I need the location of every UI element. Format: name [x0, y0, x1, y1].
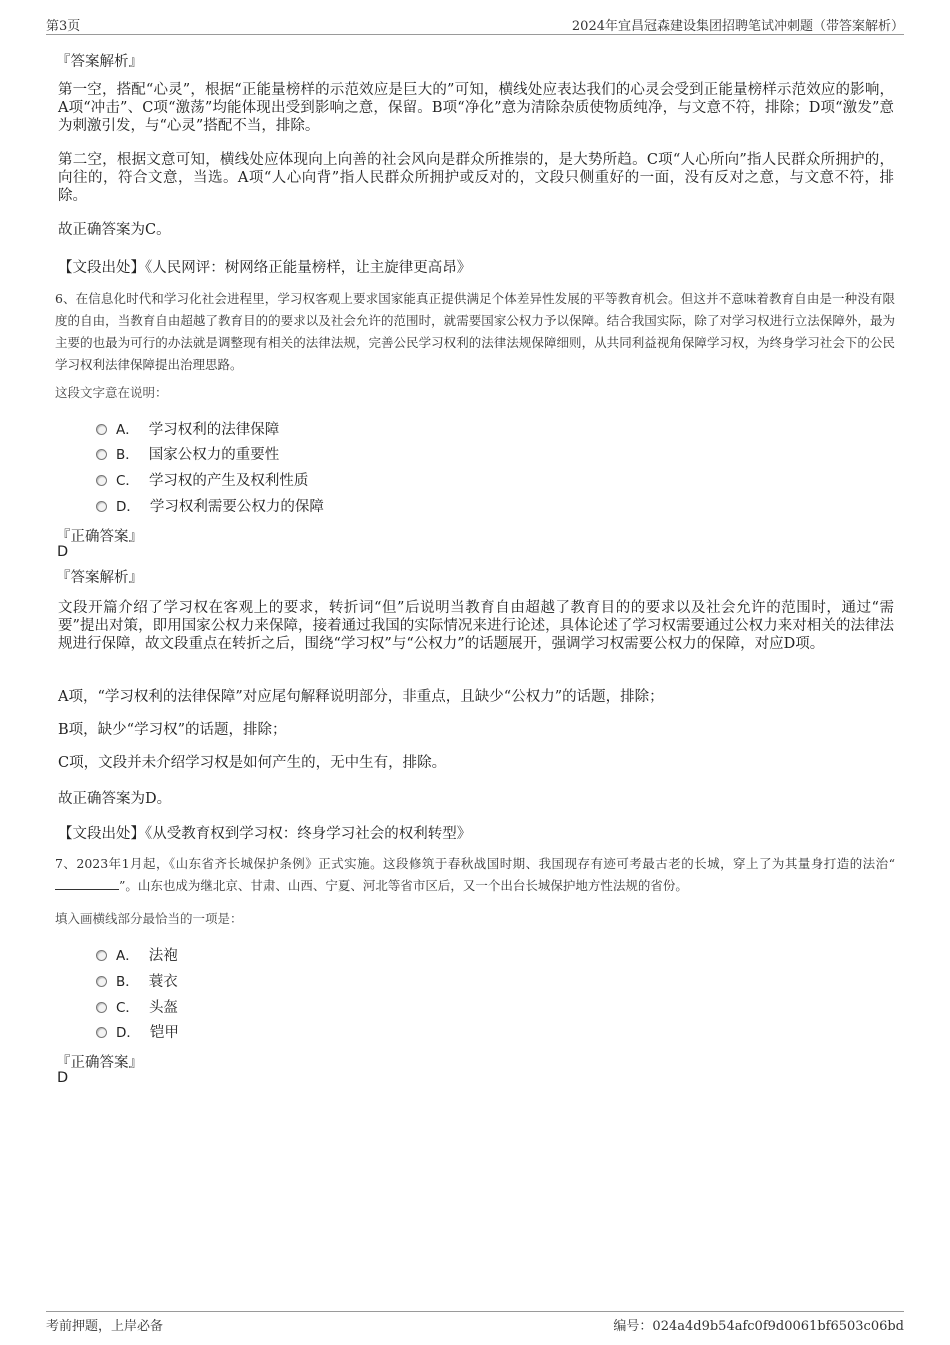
option-letter: D．	[116, 499, 140, 515]
footer-slogan: 考前押题，上岸必备	[46, 1319, 164, 1334]
option-letter: B．	[116, 974, 139, 990]
q7-prompt: 填入画横线部分最恰当的一项是：	[55, 911, 243, 926]
option-letter: C．	[116, 1000, 139, 1016]
q6-analysis-tag: 『答案解析』	[56, 570, 143, 586]
option-text: 铠甲	[149, 1024, 179, 1041]
page-header	[46, 12, 904, 35]
q7-option-d[interactable]	[96, 1020, 179, 1042]
radio-icon[interactable]	[96, 475, 107, 486]
option-text: 头盔	[148, 999, 178, 1016]
page-footer	[46, 1311, 904, 1336]
option-text: 蓑衣	[148, 973, 178, 990]
radio-icon[interactable]	[96, 976, 107, 987]
q5-conclusion: 故正确答案为C。	[58, 222, 171, 238]
q6-analysis-para-3: B项，缺少“学习权”的话题，排除；	[58, 722, 287, 738]
option-text: 学习权的产生及权利性质	[148, 472, 309, 489]
radio-icon[interactable]	[96, 424, 107, 435]
radio-icon[interactable]	[96, 1002, 107, 1013]
q6-question-text: 6、在信息化时代和学习化社会进程里，学习权客观上要求国家能真正提供满足个体差异性发展的平等教育机会。但这并不意味着教育自由是一种没有限度的自由，当教育自由超越了教育目的的要求以及社会允许的范围时，就需要国家公权力予以保障。结合我国实际，除了对学习权进行立法保障外，最为主要的也最为可行的办法就是调整现有相关的法律法规，完善公民学习权利的法律法规保障细则，从共同利益视角保障学习权，为终身学习社会下的公民学习权利法律保障提出治理思路。	[55, 291, 895, 372]
q6-option-c[interactable]	[96, 468, 308, 490]
q7-text-after: ”。山东也成为继北京、甘肃、山西、宁夏、河北等省市区后，又一个出台长城保护地方性法规的省份。	[119, 878, 688, 893]
q5-analysis-para-1: 第一空，搭配“心灵”，根据“正能量榜样的示范效应是巨大的”可知，横线处应表达我们的心灵会受到正能量榜样示范效应的影响，A项“冲击”、C项“激荡”均能体现出受到影响之意，保留。B项“净化”意为清除杂质使物质纯净，与文意不符，排除；D项“激发”意为刺激引发，与“心灵”搭配不当，排除。	[58, 82, 894, 134]
q5-analysis-para-2: 第二空，根据文意可知，横线处应体现向上向善的社会风向是群众所推崇的，是大势所趋。C项“人心所向”指人民群众所拥护的，向往的，符合文意，当选。A项“人心向背”指人民群众所拥护或反对的，文段只侧重好的一面，没有反对之意，与文意不符，排除。	[58, 152, 894, 204]
q5-analysis-tag: 『答案解析』	[56, 54, 143, 70]
q6-analysis-para-1: 文段开篇介绍了学习权在客观上的要求，转折词“但”后说明当教育自由超越了教育目的的要求以及社会允许的范围时，通过“需要”提出对策，即用国家公权力来保障，接着通过我国的实际情况来进行论述，具体论述了学习权需要通过公权力来对相关的法律法规进行保障，故文段重点在转折之后，围绕“学习权”与“公权力”的话题展开，强调学习权需要公权力的保障，对应D项。	[58, 600, 894, 652]
document-title: 2024年宜昌冠森建设集团招聘笔试冲刺题（带答案解析）	[571, 19, 904, 34]
option-text: 法袍	[148, 947, 178, 964]
fill-blank	[55, 877, 119, 890]
q6-option-b[interactable]	[96, 442, 279, 464]
radio-icon[interactable]	[96, 950, 107, 961]
q6-analysis-para-2: A项，“学习权利的法律保障”对应尾句解释说明部分，非重点，且缺少“公权力”的话题，排除；	[58, 689, 664, 705]
q7-answer-tag: 『正确答案』	[56, 1055, 143, 1071]
q6-option-a[interactable]	[96, 417, 279, 439]
option-letter: C．	[116, 473, 139, 489]
q6-option-d[interactable]	[96, 494, 324, 516]
option-letter: D．	[116, 1025, 140, 1041]
q6-answer-tag: 『正确答案』	[56, 529, 143, 545]
option-text: 学习权利的法律保障	[148, 421, 280, 438]
q7-option-a[interactable]	[96, 943, 178, 965]
radio-icon[interactable]	[96, 1027, 107, 1038]
q7-option-b[interactable]	[96, 969, 178, 991]
radio-icon[interactable]	[96, 449, 107, 460]
q5-source: 【文段出处】《人民网评：树网络正能量榜样，让主旋律更高昂》	[58, 260, 472, 276]
q6-conclusion: 故正确答案为D。	[58, 791, 172, 807]
option-text: 国家公权力的重要性	[148, 446, 280, 463]
q7-question-text	[55, 853, 895, 897]
q6-prompt: 这段文字意在说明：	[55, 385, 168, 400]
q6-analysis-para-4: C项，文段并未介绍学习权是如何产生的，无中生有，排除。	[58, 755, 447, 771]
q7-text-before: 7、2023年1月起，《山东省齐长城保护条例》正式实施。这段修筑于春秋战国时期、我国现存有迹可考最古老的长城，穿上了为其量身打造的法治“	[55, 856, 895, 871]
radio-icon[interactable]	[96, 501, 107, 512]
document-serial: 编号：024a4d9b54afc0f9d0061bf6503c06bd	[613, 1319, 904, 1334]
page-number: 第3页	[46, 19, 81, 34]
q6-source: 【文段出处】《从受教育权到学习权：终身学习社会的权利转型》	[58, 826, 472, 842]
option-letter: A．	[116, 422, 139, 438]
q7-option-c[interactable]	[96, 995, 178, 1017]
q7-correct-answer: D	[57, 1070, 69, 1086]
option-letter: B．	[116, 447, 139, 463]
option-letter: A．	[116, 948, 139, 964]
option-text: 学习权利需要公权力的保障	[149, 498, 324, 515]
q6-correct-answer: D	[57, 544, 69, 560]
